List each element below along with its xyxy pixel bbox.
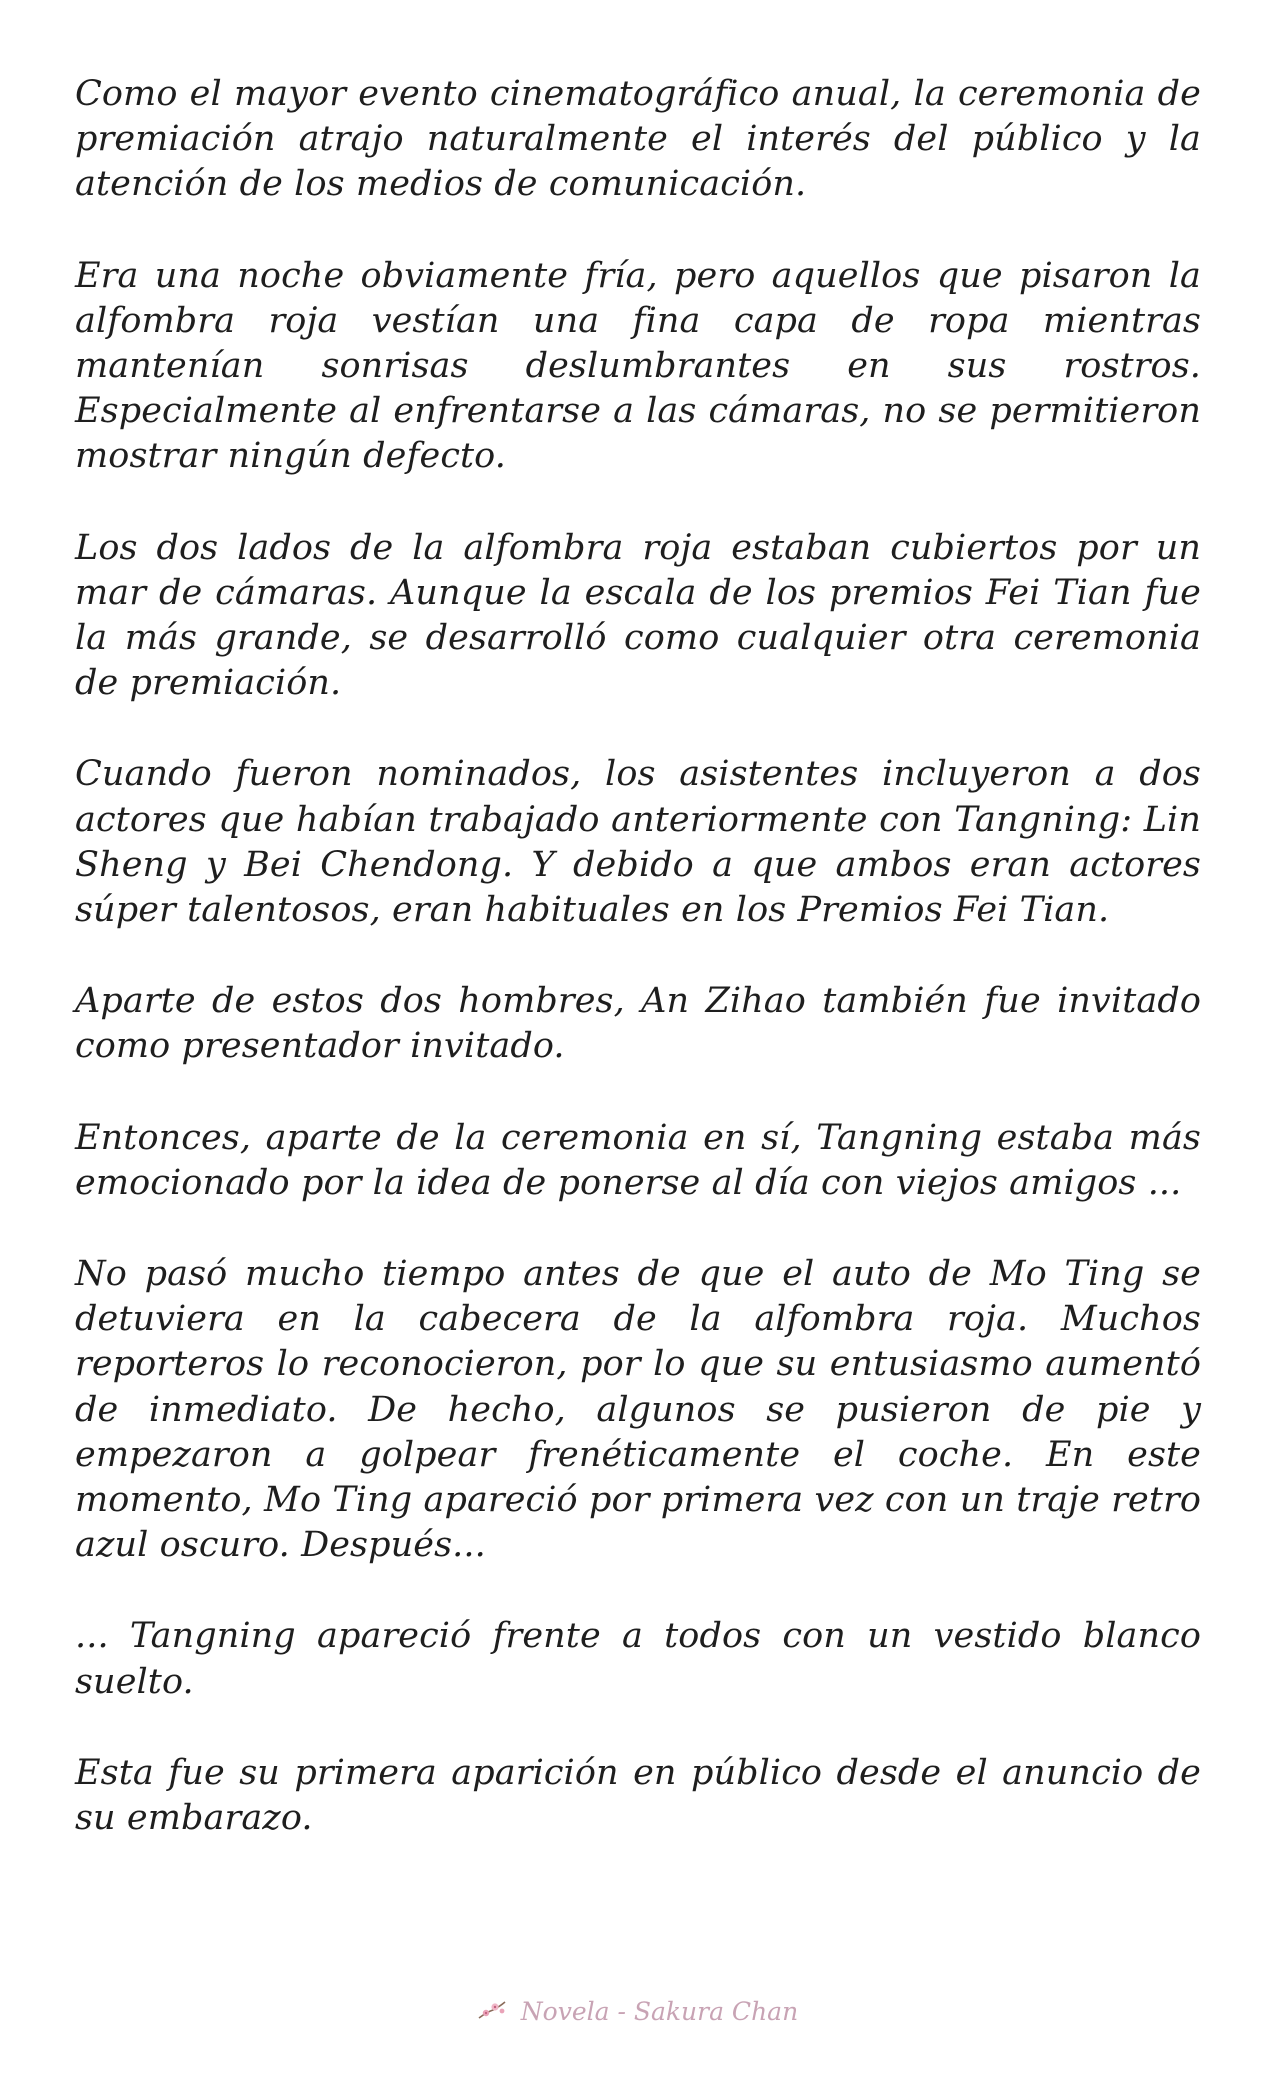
paragraph-3: Los dos lados de la alfombra roja estaban cubiertos por un mar de cámaras. Aunque la escala de los premios Fei Tian fue la más grande, se desarrolló como cualquier otra ceremonia de premiación. bbox=[75, 527, 1201, 704]
paragraph-2: Era una noche obviamente fría, pero aquellos que pisaron la alfombra roja vestían una fina capa de ropa mientras mantenían sonrisas deslumbrantes en sus rostros. Especialmente al enfrentarse a las cámaras, no se permitieron mostrar ningún defecto. bbox=[75, 255, 1201, 477]
paragraph-8: ... Tangning apareció frente a todos con un vestido blanco suelto. bbox=[75, 1616, 1201, 1702]
paragraph-7: No pasó mucho tiempo antes de que el auto de Mo Ting se detuviera en la cabecera de la alfombra roja. Muchos reporteros lo reconocieron, por lo que su entusiasmo aumentó de inmediato. De hecho, algunos se pusieron de pie y empezaron a golpear frenéticamente el coche. En este momento, Mo Ting apareció por primera vez con un traje retro azul oscuro. Después... bbox=[75, 1254, 1201, 1566]
paragraph-6: Entonces, aparte de la ceremonia en sí, Tangning estaba más emocionado por la idea de ponerse al día con viejos amigos ... bbox=[75, 1117, 1201, 1203]
watermark-text: Novela - Sakura Chan bbox=[520, 1997, 799, 2026]
paragraph-1: Como el mayor evento cinematográfico anual, la ceremonia de premiación atrajo naturalmente el interés del público y la atención de los medios de comunicación. bbox=[75, 74, 1201, 205]
chapter-text bbox=[75, 72, 1201, 1887]
paragraph-9: Esta fue su primera aparición en público desde el anuncio de su embarazo. bbox=[75, 1752, 1201, 1839]
cherry-blossom-icon bbox=[477, 1998, 507, 2030]
paragraph-5: Aparte de estos dos hombres, An Zihao también fue invitado como presentador invitado. bbox=[75, 981, 1201, 1067]
watermark bbox=[0, 1997, 1275, 2030]
paragraph-4: Cuando fueron nominados, los asistentes incluyeron a dos actores que habían trabajado anteriormente con Tangning: Lin Sheng y Bei Chendong. Y debido a que ambos eran actores súper talentosos, eran habituales en los Premios Fei Tian. bbox=[75, 754, 1201, 931]
